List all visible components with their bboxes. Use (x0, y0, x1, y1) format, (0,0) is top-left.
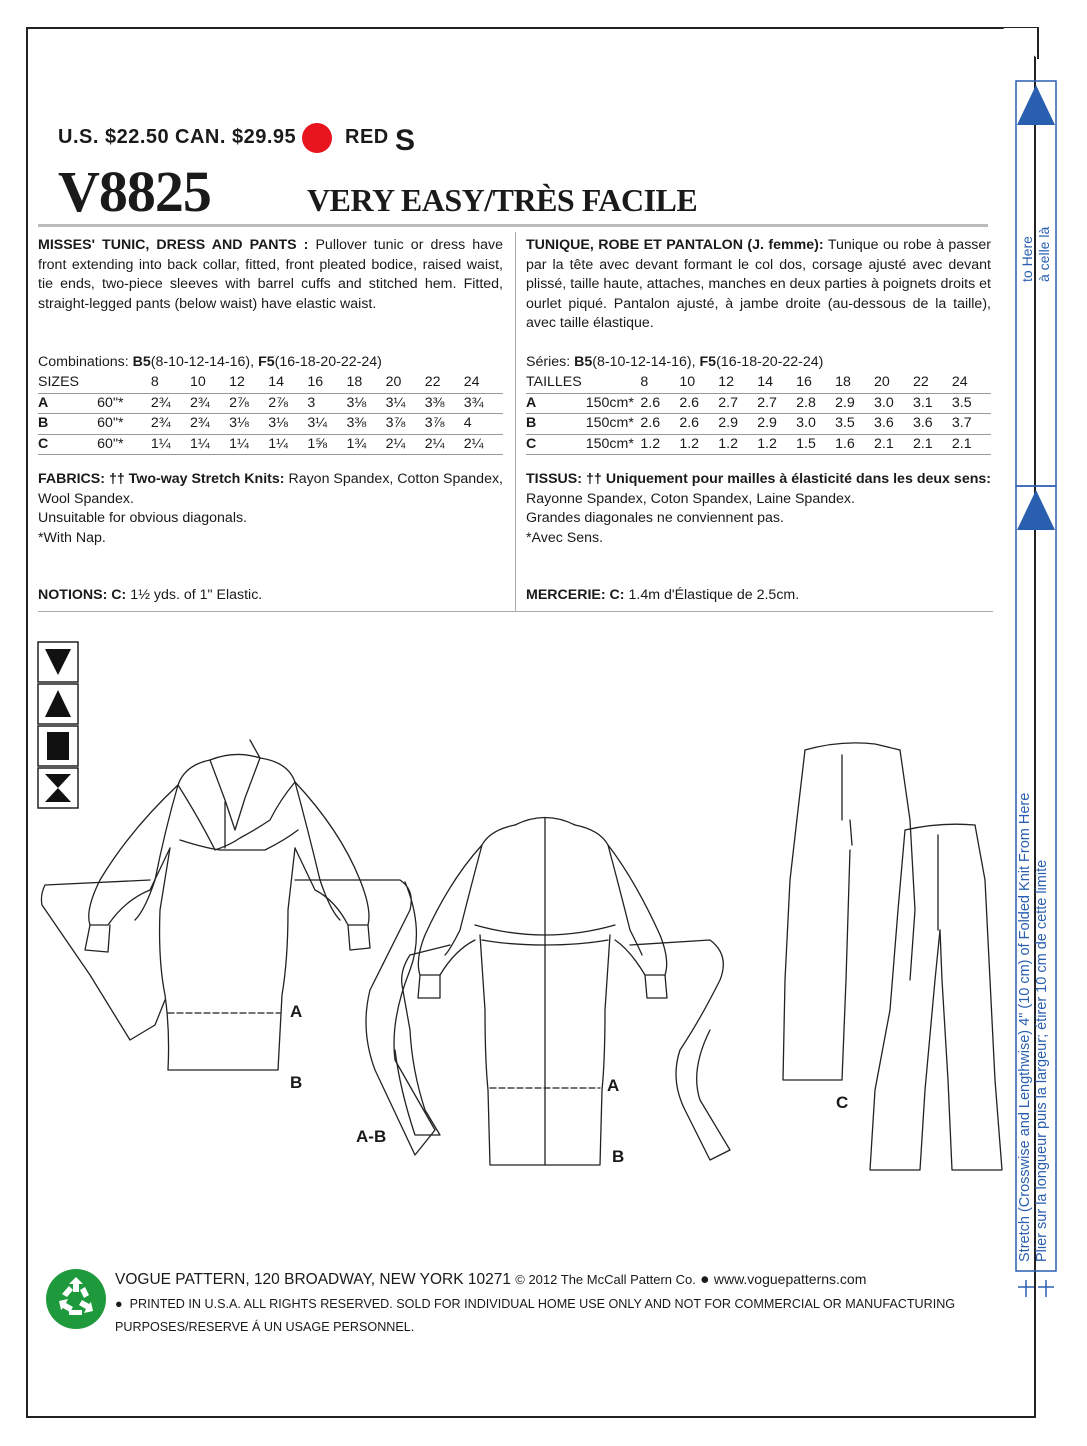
pattern-number: V8825 (58, 159, 211, 224)
footer-rights-2: PURPOSES/RESERVE Á UN USAGE PERSONNEL. (115, 1320, 415, 1334)
table-cell: 3⅛ (229, 414, 268, 435)
table-cell: 2¾ (151, 393, 190, 414)
table-row (526, 393, 991, 414)
bullet-icon-2: ● (115, 1297, 123, 1311)
combo-f5-code: F5 (258, 354, 275, 370)
french-mercerie (526, 586, 991, 606)
table-cell: 2.8 (796, 393, 835, 414)
table-header-cell: SIZES (38, 373, 97, 393)
table-cell: 2.6 (640, 393, 679, 414)
pants-back-drawing (870, 824, 1002, 1170)
table-cell: C (526, 434, 586, 455)
french-title: TUNIQUE, ROBE ET PANTALON (J. femme): (526, 237, 824, 253)
table-cell: 1¼ (268, 434, 307, 455)
fabrics-bold: †† Two-way Stretch Knits: (108, 471, 285, 487)
table-header-cell: 8 (151, 373, 190, 393)
fabrics-text: Rayon Spandex, Cotton Spandex, Wool Spandex. (38, 471, 503, 507)
color-label: RED (345, 126, 389, 148)
mercerie-label: MERCERIE: C: (526, 587, 625, 603)
table-cell: 2.7 (757, 393, 796, 414)
table-cell: 2¼ (386, 434, 425, 455)
combo-b5-code: B5 (132, 354, 151, 370)
notions-label: NOTIONS: C: (38, 587, 127, 603)
english-fabrics (38, 470, 503, 548)
section-rule (38, 611, 993, 612)
english-yardage-table (38, 373, 503, 455)
tunic-front-drawing (41, 740, 435, 1155)
table-cell: 4 (464, 414, 503, 435)
sidebar-to-here: to Here (1019, 236, 1035, 282)
dress-back-drawing (395, 818, 730, 1166)
table-cell: 1¼ (190, 434, 229, 455)
table-header-cell: 10 (190, 373, 229, 393)
table-cell: 1¼ (229, 434, 268, 455)
table-cell: 1.2 (640, 434, 679, 455)
french-series (526, 353, 996, 373)
table-header-cell: 12 (718, 373, 757, 393)
table-cell: 3.5 (835, 414, 874, 435)
sidebar-stretch-en: Stretch (Crosswise and Lengthwise) 4" (10 cm) of Folded Knit From Here (1017, 792, 1033, 1262)
table-cell: C (38, 434, 97, 455)
table-cell: 2¾ (190, 414, 229, 435)
price-us: U.S. $22.50 (58, 126, 170, 148)
table-header-cell: 18 (835, 373, 874, 393)
table-header-cell: 14 (757, 373, 796, 393)
footer-website[interactable]: www.voguepatterns.com (713, 1271, 867, 1287)
table-cell: 1¼ (151, 434, 190, 455)
table-cell: 3¼ (307, 414, 346, 435)
table-row (38, 414, 503, 435)
table-cell: 3⅛ (268, 414, 307, 435)
table-header-cell: 20 (386, 373, 425, 393)
tissus-text: Rayonne Spandex, Coton Spandex, Laine Spandex. (526, 490, 855, 507)
footer-copyright: © 2012 The McCall Pattern Co. (515, 1272, 696, 1287)
combinations-label: Combinations: (38, 354, 129, 370)
tissus-bold: †† Uniquement pour mailles à élasticité dans les deux sens: (585, 471, 991, 487)
garment-illustrations (30, 730, 1020, 1200)
table-cell: 1.2 (757, 434, 796, 455)
table-cell: 3⅜ (425, 393, 464, 414)
english-description (38, 236, 503, 314)
recycle-icon (45, 1268, 107, 1330)
series-b5-code: B5 (574, 354, 593, 370)
table-cell: 3⅞ (386, 414, 425, 435)
table-cell: 2⅞ (229, 393, 268, 414)
table-cell: 1.6 (835, 434, 874, 455)
label-b-tunic: B (290, 1073, 303, 1092)
table-header-cell: 24 (464, 373, 503, 393)
header-rule (38, 224, 988, 227)
table-cell: 150cm* (586, 393, 641, 414)
table-header-row (526, 373, 991, 393)
table-cell: B (38, 414, 97, 435)
french-yardage-table (526, 373, 991, 455)
table-cell: 2.6 (679, 414, 718, 435)
table-row (38, 393, 503, 414)
table-cell: 2.1 (952, 434, 991, 455)
table-cell: A (38, 393, 97, 414)
table-row (38, 434, 503, 455)
folded-corner (1000, 27, 1040, 67)
table-cell: 3¼ (386, 393, 425, 414)
english-combinations (38, 353, 508, 373)
table-cell: 3⅛ (346, 393, 385, 414)
table-cell: 1⅝ (307, 434, 346, 455)
table-cell: 150cm* (586, 414, 641, 435)
english-notions (38, 586, 503, 606)
table-cell: 3.7 (952, 414, 991, 435)
french-description (526, 236, 991, 334)
table-cell: 3.0 (796, 414, 835, 435)
table-cell: 2.1 (913, 434, 952, 455)
table-header-row (38, 373, 503, 393)
table-cell: 60"* (97, 393, 151, 414)
fabrics-nap: *With Nap. (38, 529, 106, 546)
fabrics-label: FABRICS: (38, 471, 105, 487)
footer-rights-1: PRINTED IN U.S.A. ALL RIGHTS RESERVED. SOLD FOR INDIVIDUAL HOME USE ONLY AND NOT FOR COMMERCIAL OR MANUFACTURING (129, 1297, 956, 1311)
table-header-cell: 16 (307, 373, 346, 393)
pants-front-drawing (783, 743, 915, 1080)
column-divider (515, 232, 516, 612)
table-cell: 1.2 (718, 434, 757, 455)
table-cell: 2.9 (718, 414, 757, 435)
label-b-dress: B (612, 1147, 625, 1166)
table-header-cell: 16 (796, 373, 835, 393)
french-tissus (526, 470, 991, 548)
difficulty-label: VERY EASY/TRÈS FACILE (307, 182, 698, 218)
table-cell: 3⅞ (425, 414, 464, 435)
table-cell: 2.1 (874, 434, 913, 455)
tissus-diag: Grandes diagonales ne conviennent pas. (526, 510, 784, 526)
table-cell: B (526, 414, 586, 435)
combo-f5-sizes: (16-18-20-22-24) (274, 354, 382, 370)
table-cell: 2¾ (190, 393, 229, 414)
price-can: CAN. $29.95 (175, 126, 297, 148)
table-cell: 3⅜ (346, 414, 385, 435)
table-cell: 2¾ (151, 414, 190, 435)
table-header-cell: 22 (425, 373, 464, 393)
table-cell: 60"* (97, 434, 151, 455)
table-cell: 2.7 (718, 393, 757, 414)
series-b5-sizes: (8-10-12-14-16), (592, 354, 696, 370)
color-dot-icon (302, 123, 332, 153)
table-header-cell: 20 (874, 373, 913, 393)
arrow-up-icon (1017, 85, 1055, 125)
notions-text: 1½ yds. of 1" Elastic. (130, 587, 263, 603)
english-title: MISSES' TUNIC, DRESS AND PANTS : (38, 237, 309, 253)
label-a-tunic: A (290, 1002, 303, 1021)
table-header-cell: TAILLES (526, 373, 586, 393)
table-cell: 60"* (97, 414, 151, 435)
table-header-cell (586, 373, 641, 393)
size-letter: S (395, 124, 416, 157)
sidebar-a-celle-la: à celle là (1036, 226, 1052, 282)
label-a-dress: A (607, 1076, 620, 1095)
table-cell: 2⅞ (268, 393, 307, 414)
footer-line-1 (115, 1271, 866, 1289)
footer-line-2 (115, 1297, 955, 1311)
table-header-cell: 10 (679, 373, 718, 393)
table-cell: 3¾ (464, 393, 503, 414)
sidebar-stretch-fr: Plier sur la longueur puis la largeur; étirer 10 cm de cette limite (1034, 859, 1050, 1262)
table-cell: 2.6 (679, 393, 718, 414)
table-cell: 1¾ (346, 434, 385, 455)
table-cell: 2¼ (464, 434, 503, 455)
table-cell: 2.9 (757, 414, 796, 435)
table-header-cell: 12 (229, 373, 268, 393)
bullet-icon: ● (700, 1271, 710, 1288)
table-header-cell: 24 (952, 373, 991, 393)
mercerie-text: 1.4m d'Élastique de 2.5cm. (628, 587, 800, 603)
table-cell: 3.1 (913, 393, 952, 414)
english-description-text: Pullover tunic or dress have front extending into back collar, fitted, front pleated bodice, raised waist, tie ends, two-piece sleeves with barrel cuffs and stitched hem. Fitted, straight-legged pants (below waist) have elastic waist. (38, 237, 503, 312)
table-cell: 1.5 (796, 434, 835, 455)
label-ab-ties: A-B (356, 1127, 387, 1146)
series-label: Séries: (526, 354, 571, 370)
table-header-cell: 8 (640, 373, 679, 393)
series-f5-sizes: (16-18-20-22-24) (716, 354, 824, 370)
table-header-cell: 14 (268, 373, 307, 393)
table-cell: 3.6 (874, 414, 913, 435)
table-cell: 2.9 (835, 393, 874, 414)
table-cell: 3.6 (913, 414, 952, 435)
table-cell: 3.0 (874, 393, 913, 414)
table-cell: 2¼ (425, 434, 464, 455)
fabrics-unsuitable: Unsuitable for obvious diagonals. (38, 510, 248, 526)
table-row (526, 414, 991, 435)
arrow-up-icon-2 (1017, 490, 1055, 530)
table-header-cell (97, 373, 151, 393)
table-header-cell: 18 (346, 373, 385, 393)
footer-address: VOGUE PATTERN, 120 BROADWAY, NEW YORK 10271 (115, 1271, 511, 1288)
table-cell: 1.2 (679, 434, 718, 455)
table-row (526, 434, 991, 455)
series-f5-code: F5 (699, 354, 717, 370)
tissus-sens: *Avec Sens. (526, 529, 604, 546)
table-header-cell: 22 (913, 373, 952, 393)
french-description-text: Tunique ou robe à passer par la tête avec devant formant le col dos, corsage ajusté avec devant plissé, taille haute, attaches, manches en deux parties à poignets droits et ourlet piqué. Pantalon ajusté, à jambe droite (au-dessous de la taille), avec taille élastique. (526, 237, 992, 331)
table-cell: 2.6 (640, 414, 679, 435)
table-cell: 150cm* (586, 434, 641, 455)
label-c-pants: C (836, 1093, 849, 1112)
combo-b5-sizes: (8-10-12-14-16), (150, 354, 255, 370)
tissus-label: TISSUS: (526, 471, 582, 487)
table-cell: 3.5 (952, 393, 991, 414)
table-cell: 3 (307, 393, 346, 414)
table-cell: A (526, 393, 586, 414)
